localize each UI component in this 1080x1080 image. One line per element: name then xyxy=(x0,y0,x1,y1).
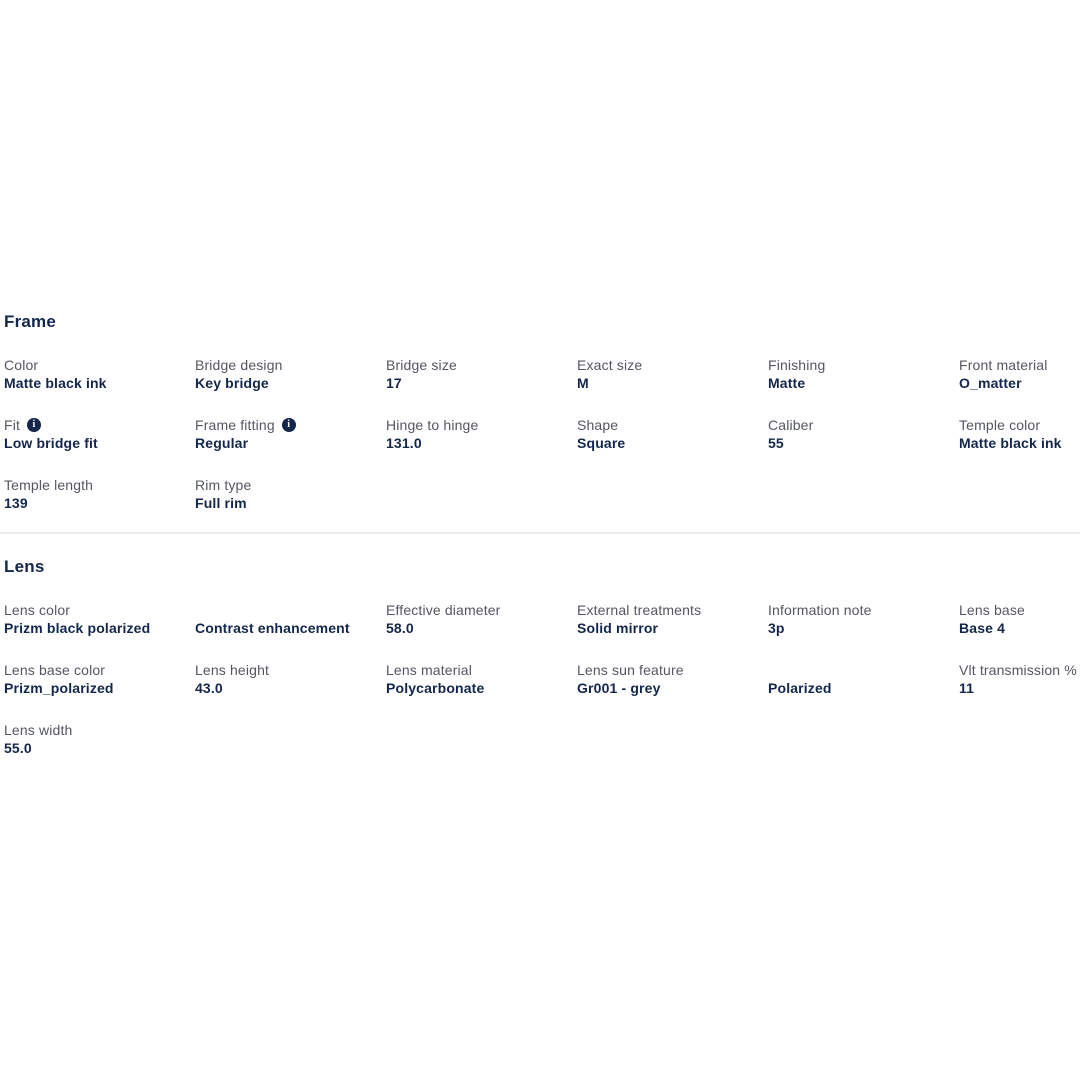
spec-value: 58.0 xyxy=(386,620,414,636)
info-icon[interactable]: i xyxy=(282,418,296,432)
spec-label: Lens color xyxy=(4,602,71,618)
spec-item xyxy=(386,661,577,698)
spec-item xyxy=(577,356,768,393)
spec-item-label-row xyxy=(959,416,1080,434)
spec-value: Gr001 - grey xyxy=(577,680,661,696)
spec-value: O_matter xyxy=(959,375,1022,391)
spec-value: 3p xyxy=(768,620,785,636)
spec-value: Base 4 xyxy=(959,620,1006,636)
lens-section xyxy=(4,557,1080,758)
spec-item-label-row xyxy=(577,601,754,619)
spec-item xyxy=(577,661,768,698)
spec-item-label-row xyxy=(768,601,945,619)
spec-label: External treatments xyxy=(577,602,702,618)
spec-value: Solid mirror xyxy=(577,620,659,636)
spec-label: Caliber xyxy=(768,417,814,433)
spec-value: Matte black ink xyxy=(4,375,107,391)
spec-label: Information note xyxy=(768,602,872,618)
spec-label: Bridge size xyxy=(386,357,457,373)
spec-item xyxy=(4,416,195,453)
spec-value: Low bridge fit xyxy=(4,435,98,451)
spec-item xyxy=(195,661,386,698)
spec-item xyxy=(386,416,577,453)
spec-value: Full rim xyxy=(195,495,247,511)
spec-item-label-row xyxy=(4,356,181,374)
spec-label: Temple length xyxy=(4,477,94,493)
spec-label: Shape xyxy=(577,417,619,433)
spec-item-label-row xyxy=(195,356,372,374)
spec-label: Finishing xyxy=(768,357,826,373)
spec-item-label-row xyxy=(768,416,945,434)
spec-item-label-row xyxy=(4,601,181,619)
spec-label: Lens sun feature xyxy=(577,662,684,678)
spec-value: Matte xyxy=(768,375,806,391)
spec-item xyxy=(768,356,959,393)
spec-label: Lens material xyxy=(386,662,472,678)
spec-item-label-row xyxy=(577,661,754,679)
frame-section xyxy=(4,312,1080,513)
spec-item-label-row xyxy=(4,416,181,434)
spec-item xyxy=(577,601,768,638)
spec-item xyxy=(195,356,386,393)
spec-item xyxy=(959,601,1080,638)
spec-label: Lens base color xyxy=(4,662,106,678)
spec-item xyxy=(768,416,959,453)
spec-item xyxy=(768,661,959,698)
spec-value: 55.0 xyxy=(4,740,32,756)
spec-item xyxy=(4,601,195,638)
spec-item xyxy=(4,356,195,393)
spec-label: Vlt transmission % xyxy=(959,662,1077,678)
spec-item-label-row xyxy=(768,356,945,374)
spec-label: Frame fitting xyxy=(195,417,275,433)
frame-section-title: Frame xyxy=(4,312,57,331)
spec-label: Front material xyxy=(959,357,1048,373)
spec-item xyxy=(195,476,386,513)
spec-label: Fit xyxy=(4,417,21,433)
spec-item-label-row xyxy=(959,661,1080,679)
spec-item xyxy=(4,721,195,758)
spec-item xyxy=(959,356,1080,393)
spec-item xyxy=(195,601,386,638)
spec-item-label-row xyxy=(577,356,754,374)
spec-item xyxy=(959,416,1080,453)
spec-item xyxy=(4,661,195,698)
lens-section-title: Lens xyxy=(4,557,45,576)
spec-value: 17 xyxy=(386,375,402,391)
spec-value: Contrast enhancement xyxy=(195,620,350,636)
spec-item-label-row xyxy=(386,416,563,434)
spec-item xyxy=(386,356,577,393)
spec-value: Polarized xyxy=(768,680,832,696)
spec-item xyxy=(195,416,386,453)
spec-label: Lens base xyxy=(959,602,1025,618)
spec-item-label-row xyxy=(386,601,563,619)
section-divider xyxy=(0,532,1080,534)
spec-item-label-row xyxy=(386,661,563,679)
spec-item-label-row xyxy=(195,661,372,679)
spec-item xyxy=(768,601,959,638)
spec-item-label-row xyxy=(768,661,945,679)
spec-value: Regular xyxy=(195,435,249,451)
spec-item-label-row xyxy=(4,476,181,494)
spec-label: Lens width xyxy=(4,722,73,738)
spec-value: Prizm black polarized xyxy=(4,620,151,636)
spec-label: Bridge design xyxy=(195,357,283,373)
spec-item-label-row xyxy=(386,356,563,374)
spec-label: Color xyxy=(4,357,39,373)
spec-label: Lens height xyxy=(195,662,270,678)
spec-item-label-row xyxy=(959,356,1080,374)
spec-value: Square xyxy=(577,435,626,451)
spec-item-label-row xyxy=(4,661,181,679)
lens-spec-grid xyxy=(4,601,1080,758)
spec-value: M xyxy=(577,375,589,391)
spec-value: 131.0 xyxy=(386,435,422,451)
spec-item xyxy=(959,661,1080,698)
spec-value: Matte black ink xyxy=(959,435,1062,451)
spec-item xyxy=(4,476,195,513)
spec-value: Prizm_polarized xyxy=(4,680,114,696)
spec-value: 139 xyxy=(4,495,28,511)
info-icon[interactable]: i xyxy=(27,418,41,432)
spec-value: 11 xyxy=(959,680,975,696)
spec-label: Hinge to hinge xyxy=(386,417,479,433)
spec-label: Rim type xyxy=(195,477,252,493)
spec-label: Exact size xyxy=(577,357,643,373)
spec-value: Key bridge xyxy=(195,375,269,391)
spec-item xyxy=(386,601,577,638)
spec-item-label-row xyxy=(195,601,372,619)
spec-item xyxy=(577,416,768,453)
spec-value: 43.0 xyxy=(195,680,223,696)
spec-value: 55 xyxy=(768,435,784,451)
spec-value: Polycarbonate xyxy=(386,680,485,696)
frame-spec-grid xyxy=(4,356,1080,513)
spec-item-label-row xyxy=(577,416,754,434)
spec-label: Effective diameter xyxy=(386,602,501,618)
spec-item-label-row xyxy=(959,601,1080,619)
spec-item-label-row xyxy=(195,476,372,494)
spec-item-label-row xyxy=(195,416,372,434)
spec-item-label-row xyxy=(4,721,181,739)
spec-label: Temple color xyxy=(959,417,1041,433)
